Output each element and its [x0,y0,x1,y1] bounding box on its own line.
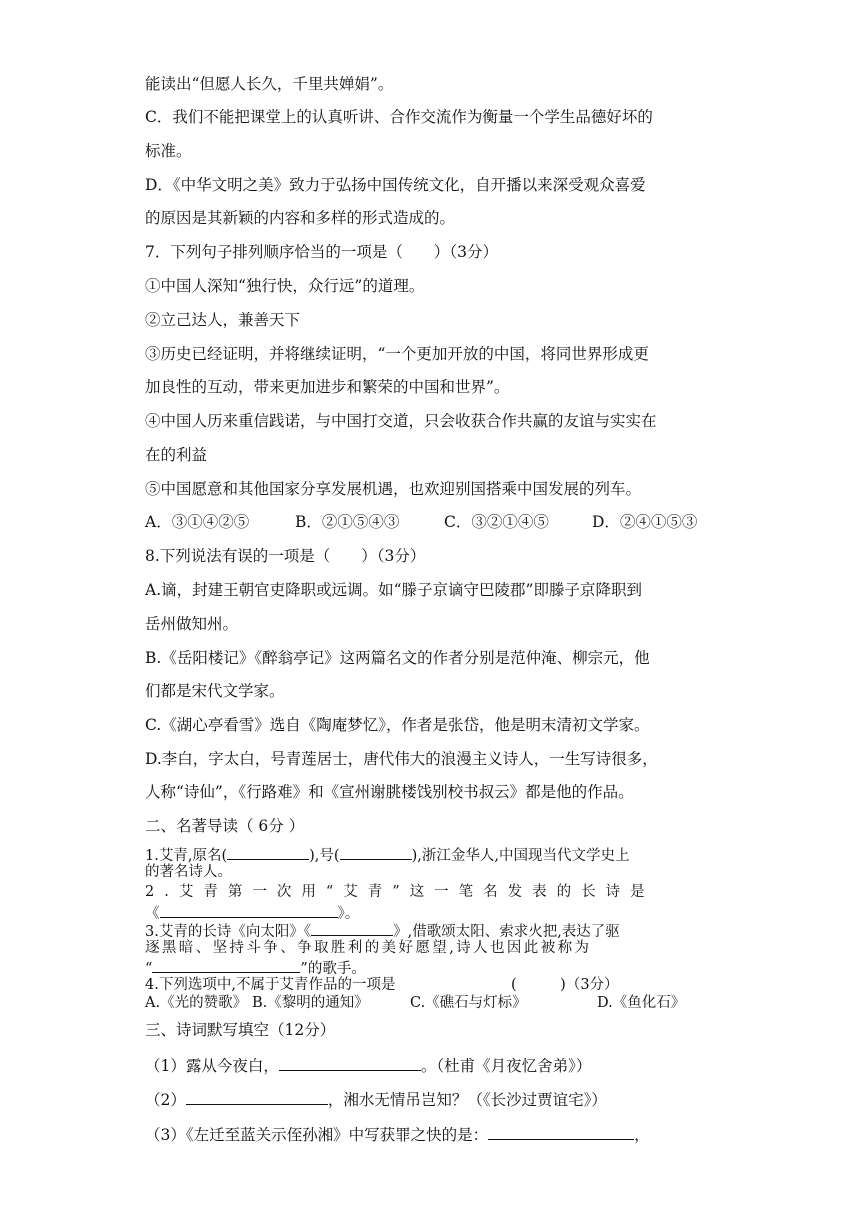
s2-q2-book-close: 》。 [337,906,360,922]
s2-q1-paren-open-2: ( [333,848,340,864]
q7-sentence-1: ①中国人深知“独行快，众行远”的道理。 [145,277,425,295]
s3-l1-text-b: 。（杜甫《月夜忆舍弟》） [420,1057,592,1075]
s3-line-3 [145,1123,720,1145]
q7-option-b: B．②①⑤④③ [295,513,400,531]
s3-line-2 [145,1088,720,1110]
q7-option-c: C．③②①④⑤ [444,513,549,531]
s2-q1-blank-original-name[interactable] [227,843,309,860]
q7-option-a: A．③①④②⑤ [145,513,250,531]
s3-l2-blank[interactable] [186,1088,328,1105]
q8-option-b-line2: 们都是宋代文学家。 [145,682,285,700]
q7-sentence-3-line1: ③历史已经证明，并将继续证明，“一个更加开放的中国，将同世界形成更 [145,345,649,363]
s2-q4-stem [145,975,720,995]
s2-q1-text-a: 1.艾青,原名 [145,848,222,864]
q6-option-b-tail: 能读出“但愿人长久，千里共婵娟”。 [145,75,394,93]
s3-line-1 [145,1054,720,1076]
s2-q1-blank-pen-name[interactable] [340,843,412,860]
s2-q3-line2: 逐黑暗、坚持斗争、争取胜利的美好愿望,诗人也因此被称为 [145,940,592,956]
s2-q2-book-open: 《 [145,906,160,922]
s2-q1-paren-open-1: ( [221,848,228,864]
s2-q2-line1: 2.艾青第一次用“艾青”这一笔名发表的长诗是 [145,884,655,900]
q7-sentence-4-line2: 在的利益 [145,446,208,464]
s2-q3-text-a: 3.艾青的长诗《向太阳》《 [145,924,312,940]
s2-q3-blank-epithet[interactable] [152,956,300,973]
q8-option-c: C.《湖心亭看雪》选自《陶庵梦忆》，作者是张岱，他是明末清初文学家。 [145,716,650,734]
s2-q4-option-b: B.《黎明的通知》 [252,995,369,1011]
q7-stem: 7．下列句子排列顺序恰当的一项是（ ）（3分） [145,243,498,261]
q6-option-d-line1: D．《中华文明之美》致力于弘扬中国传统文化，自开播以来深受观众喜爱 [145,176,646,194]
q7-sentence-3-line2: 加良性的互动，带来更加进步和繁荣的中国和世界”。 [145,378,510,396]
s2-q3-quote-open: “ [145,961,153,977]
s3-l3-text-a: （3）《左迁至蓝关示侄孙湘》中写获罪之快的是： [145,1126,489,1144]
s2-q3-blank-poem-title[interactable] [311,919,393,936]
s2-q1-text-c: ,浙江金华人,中国现当代文学史上 [417,848,630,864]
s2-q1-line2: 的著名诗人。 [145,864,232,880]
s2-q4-option-a: A.《光的赞歌》 [145,995,248,1011]
s3-l2-text-a: （2） [145,1091,186,1109]
section-3-heading: 三、诗词默写填空（12分） [145,1021,336,1039]
s3-l3-text-b: ， [634,1126,650,1144]
q6-option-c-line1: C．我们不能把课堂上的认真听讲、合作交流作为衡量一个学生品德好坏的 [145,108,653,126]
q6-option-c-line2: 标准。 [145,142,192,160]
s2-q4-stem-text: 4.下列选项中,不属于艾青作品的一项是 [145,977,396,993]
q8-option-b-line1: B.《岳阳楼记》《醉翁亭记》这两篇名文的作者分别是范仲淹、柳宗元，他 [145,649,650,667]
s2-q1-text-b: ,号 [314,848,334,864]
s3-l1-text-a: （1）露从今夜白， [145,1057,279,1075]
s2-q4-option-c: C.《礁石与灯标》 [410,995,527,1011]
q7-sentence-2: ②立己达人，兼善天下 [145,311,301,329]
s2-q4-option-d: D.《鱼化石》 [597,995,686,1011]
s2-q4-answer-paren: ( )（3分） [511,977,619,993]
q8-option-a-line1: A.谪，封建王朝官吏降职或远调。如“滕子京谪守巴陵郡”即滕子京降职到 [145,581,642,599]
s3-l3-blank[interactable] [488,1123,634,1140]
q7-sentence-4-line1: ④中国人历来重信践诺，与中国打交道，只会收获合作共赢的友谊与实实在 [145,412,657,430]
q8-option-d-line2: 人称“诗仙”，《行路难》和《宣州谢朓楼饯别校书叔云》都是他的作品。 [145,783,634,801]
q8-stem: 8.下列说法有误的一项是（ ）（3分） [145,547,426,565]
s3-l1-blank[interactable] [279,1054,421,1071]
q6-option-d-line2: 的原因是其新颖的内容和多样的形式造成的。 [145,209,456,227]
section-2-heading: 二、名著导读（ 6分 ） [145,817,305,835]
q7-option-d: D．②④①⑤③ [592,513,698,531]
s3-l2-text-b: ，湘水无情吊岂知？（《长沙过贾谊宅》） [327,1091,607,1109]
s2-q3-text-b: 》,借歌颂太阳、索求火把,表达了驱 [393,924,620,940]
s2-q1-paren-close-1: ) [309,848,315,864]
s2-q3-quote-close: ”的歌手。 [300,961,366,977]
s2-q1-paren-close-2: ) [411,848,418,864]
q8-option-d-line1: D.李白，字太白，号青莲居士，唐代伟大的浪漫主义诗人，一生写诗很多， [145,750,658,768]
s2-q2-blank-poem-title[interactable] [160,901,338,918]
q8-option-a-line2: 岳州做知州。 [145,615,239,633]
q7-sentence-5: ⑤中国愿意和其他国家分享发展机遇，也欢迎别国搭乘中国发展的列车。 [145,480,642,498]
